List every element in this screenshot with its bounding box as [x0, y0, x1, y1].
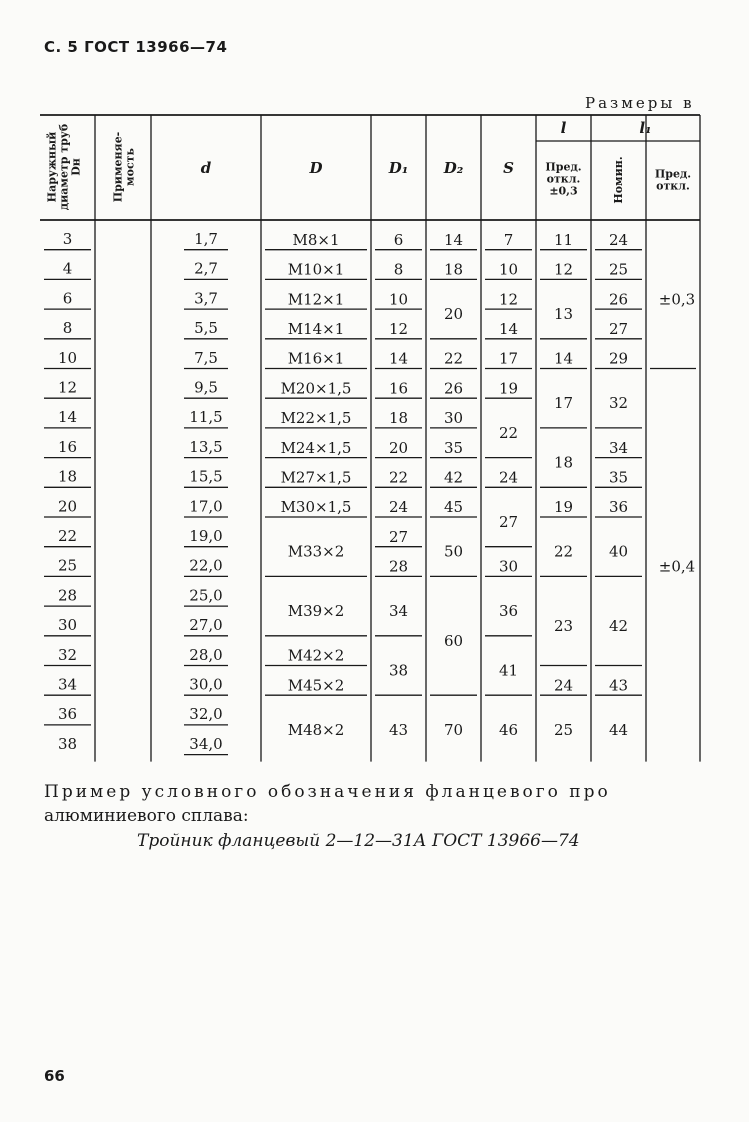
length-l-value: 19 [553, 498, 574, 517]
header-l: l [560, 119, 567, 137]
bore-diameter-value: 28,0 [189, 645, 223, 664]
bore-diameter-value: 11,5 [189, 408, 223, 427]
header-outer-diameter: Наружный [45, 131, 59, 203]
bore-diameter-value: 7,5 [194, 348, 218, 367]
header-d: d [200, 159, 212, 177]
outer-diameter-value: 14 [57, 408, 78, 427]
outer-diameter-value: 8 [62, 319, 73, 338]
outer-diameter-value: 38 [57, 734, 78, 753]
running-head: С. 5 ГОСТ 13966—74 [44, 38, 228, 56]
thread-D-value: M22×1,5 [280, 409, 352, 428]
thread-D-value: M42×2 [287, 646, 345, 665]
flange-D1-value: 14 [388, 349, 409, 368]
length-l1-tolerance-value: ±0,4 [658, 557, 696, 576]
thread-D-value: M20×1,5 [280, 379, 352, 398]
length-l1-nominal-value: 36 [608, 498, 629, 517]
header-l1: l₁ [639, 119, 652, 137]
thread-D-value: M8×1 [292, 230, 340, 249]
thread-D-value: M33×2 [287, 542, 345, 561]
bore-diameter-value: 25,0 [189, 586, 223, 605]
length-l1-nominal-value: 29 [608, 349, 629, 368]
flange-D2-value: 22 [443, 349, 464, 368]
length-l-value: 13 [553, 305, 574, 324]
flange-D2-value: 60 [443, 631, 464, 650]
length-l1-tolerance-value: ±0,3 [658, 290, 696, 309]
length-l1-nominal-value: 43 [608, 676, 629, 695]
bore-diameter-value: 22,0 [189, 556, 223, 575]
wall-S-value: 24 [498, 468, 519, 487]
header-D: D [309, 159, 323, 177]
flange-D2-value: 20 [443, 305, 464, 324]
length-l-value: 25 [553, 720, 574, 739]
length-l1-nominal-value: 25 [608, 260, 629, 279]
header-l-tolerance: Пред. [545, 160, 582, 174]
bore-diameter-value: 1,7 [194, 230, 218, 248]
thread-D-value: M12×1 [287, 290, 345, 309]
length-l1-nominal-value: 44 [608, 720, 629, 739]
flange-D2-value: 35 [443, 438, 464, 457]
length-l-value: 22 [553, 542, 574, 561]
wall-S-value: 46 [498, 720, 519, 739]
bore-diameter-value: 3,7 [194, 289, 218, 308]
outer-diameter-value: 25 [57, 556, 78, 575]
example-text-line-2: алюминиевого сплава: [44, 806, 249, 826]
flange-D1-value: 43 [388, 720, 409, 739]
header-l1-nominal: Номин. [612, 156, 625, 204]
header-D1: D₁ [388, 159, 409, 177]
thread-D-value: M10×1 [287, 260, 345, 279]
bore-diameter-value: 17,0 [189, 497, 223, 516]
length-l-value: 12 [553, 260, 574, 279]
flange-D2-value: 50 [443, 542, 464, 561]
thread-D-value: M39×2 [287, 602, 345, 621]
page-number: 66 [44, 1067, 65, 1085]
length-l-value: 11 [553, 230, 574, 249]
flange-D2-value: 14 [443, 230, 464, 249]
length-l-value: 23 [553, 616, 574, 635]
flange-D1-value: 8 [393, 260, 404, 279]
flange-D2-value: 26 [443, 379, 464, 398]
flange-D2-value: 70 [443, 720, 464, 739]
flange-D1-value: 34 [388, 602, 409, 621]
thread-D-value: M27×1,5 [280, 468, 352, 487]
bore-diameter-value: 30,0 [189, 675, 223, 694]
thread-D-value: M16×1 [287, 349, 345, 368]
header-l-tolerance: откл. [546, 172, 581, 186]
bore-diameter-value: 27,0 [189, 616, 223, 635]
length-l-value: 17 [553, 394, 574, 413]
length-l1-nominal-value: 42 [608, 616, 629, 635]
flange-D2-value: 42 [443, 468, 464, 487]
outer-diameter-value: 18 [57, 467, 78, 486]
header-l1-tolerance: откл. [656, 179, 690, 193]
outer-diameter-value: 4 [62, 259, 73, 278]
outer-diameter-value: 28 [57, 586, 78, 605]
outer-diameter-value: 12 [57, 378, 78, 397]
length-l1-nominal-value: 40 [608, 542, 629, 561]
flange-D1-value: 10 [388, 290, 409, 309]
length-l1-nominal-value: 24 [608, 230, 629, 249]
outer-diameter-value: 32 [57, 645, 78, 664]
outer-diameter-value: 3 [62, 230, 73, 248]
flange-D1-value: 12 [388, 319, 409, 338]
flange-D1-value: 24 [388, 498, 409, 517]
wall-S-value: 41 [498, 661, 519, 680]
header-outer-diameter: Dн [69, 158, 83, 176]
outer-diameter-value: 10 [57, 348, 78, 367]
flange-D1-value: 18 [388, 409, 409, 428]
header-l1-tolerance: Пред. [654, 167, 692, 181]
outer-diameter-value: 16 [57, 437, 78, 456]
bore-diameter-value: 13,5 [189, 437, 223, 456]
bore-diameter-value: 5,5 [194, 319, 218, 338]
wall-S-value: 27 [498, 513, 519, 531]
length-l-value: 24 [553, 676, 574, 695]
flange-D2-value: 18 [443, 260, 464, 279]
bore-diameter-value: 15,5 [189, 467, 223, 486]
example-designation: Тройник фланцевый 2—12—31А ГОСТ 13966—74 [137, 831, 580, 851]
wall-S-value: 12 [498, 290, 519, 309]
outer-diameter-value: 30 [57, 616, 78, 635]
wall-S-value: 14 [498, 319, 519, 338]
wall-S-value: 10 [498, 260, 519, 279]
outer-diameter-value: 22 [57, 527, 78, 545]
thread-D-value: M45×2 [287, 676, 345, 695]
bore-diameter-value: 2,7 [194, 259, 218, 278]
thread-D-value: M14×1 [287, 319, 345, 338]
flange-D2-value: 45 [443, 498, 464, 517]
length-l1-nominal-value: 35 [608, 468, 629, 487]
header-applicability: мость [123, 148, 137, 186]
wall-S-value: 17 [498, 349, 519, 368]
flange-D1-value: 20 [388, 438, 409, 457]
header-outer-diameter: диаметр труб [57, 123, 71, 211]
wall-S-value: 7 [503, 230, 514, 249]
bore-diameter-value: 34,0 [189, 734, 223, 753]
bore-diameter-value: 19,0 [189, 527, 223, 545]
bore-diameter-value: 32,0 [189, 705, 223, 724]
thread-D-value: M30×1,5 [280, 498, 352, 517]
flange-D2-value: 30 [443, 409, 464, 428]
wall-S-value: 30 [498, 557, 519, 576]
flange-D1-value: 16 [388, 379, 409, 398]
flange-D1-value: 27 [388, 527, 409, 546]
header-S: S [503, 159, 514, 177]
wall-S-value: 36 [498, 602, 519, 621]
thread-D-value: M48×2 [287, 720, 345, 739]
length-l-value: 14 [553, 349, 574, 368]
flange-D1-value: 28 [388, 557, 409, 576]
length-l1-nominal-value: 34 [608, 438, 629, 457]
bore-diameter-value: 9,5 [194, 378, 218, 397]
header-applicability: Применяе- [111, 131, 125, 203]
wall-S-value: 19 [498, 379, 519, 398]
outer-diameter-value: 36 [57, 705, 78, 724]
length-l-value: 18 [553, 453, 574, 472]
flange-D1-value: 22 [388, 468, 409, 487]
thread-D-value: M24×1,5 [280, 438, 352, 457]
header-l-tolerance: ±0,3 [549, 184, 578, 198]
outer-diameter-value: 20 [57, 497, 78, 516]
header-D2: D₂ [443, 159, 464, 177]
units-caption: Размеры в [585, 94, 695, 112]
length-l1-nominal-value: 27 [608, 319, 629, 338]
example-text-line-1: Пример условного обозначения фланцевого про [44, 782, 611, 802]
wall-S-value: 22 [498, 423, 519, 442]
flange-D1-value: 38 [388, 661, 409, 680]
outer-diameter-value: 6 [62, 289, 73, 308]
flange-D1-value: 6 [393, 230, 404, 249]
outer-diameter-value: 34 [57, 675, 78, 694]
length-l1-nominal-value: 32 [608, 394, 629, 413]
length-l1-nominal-value: 26 [608, 290, 629, 309]
